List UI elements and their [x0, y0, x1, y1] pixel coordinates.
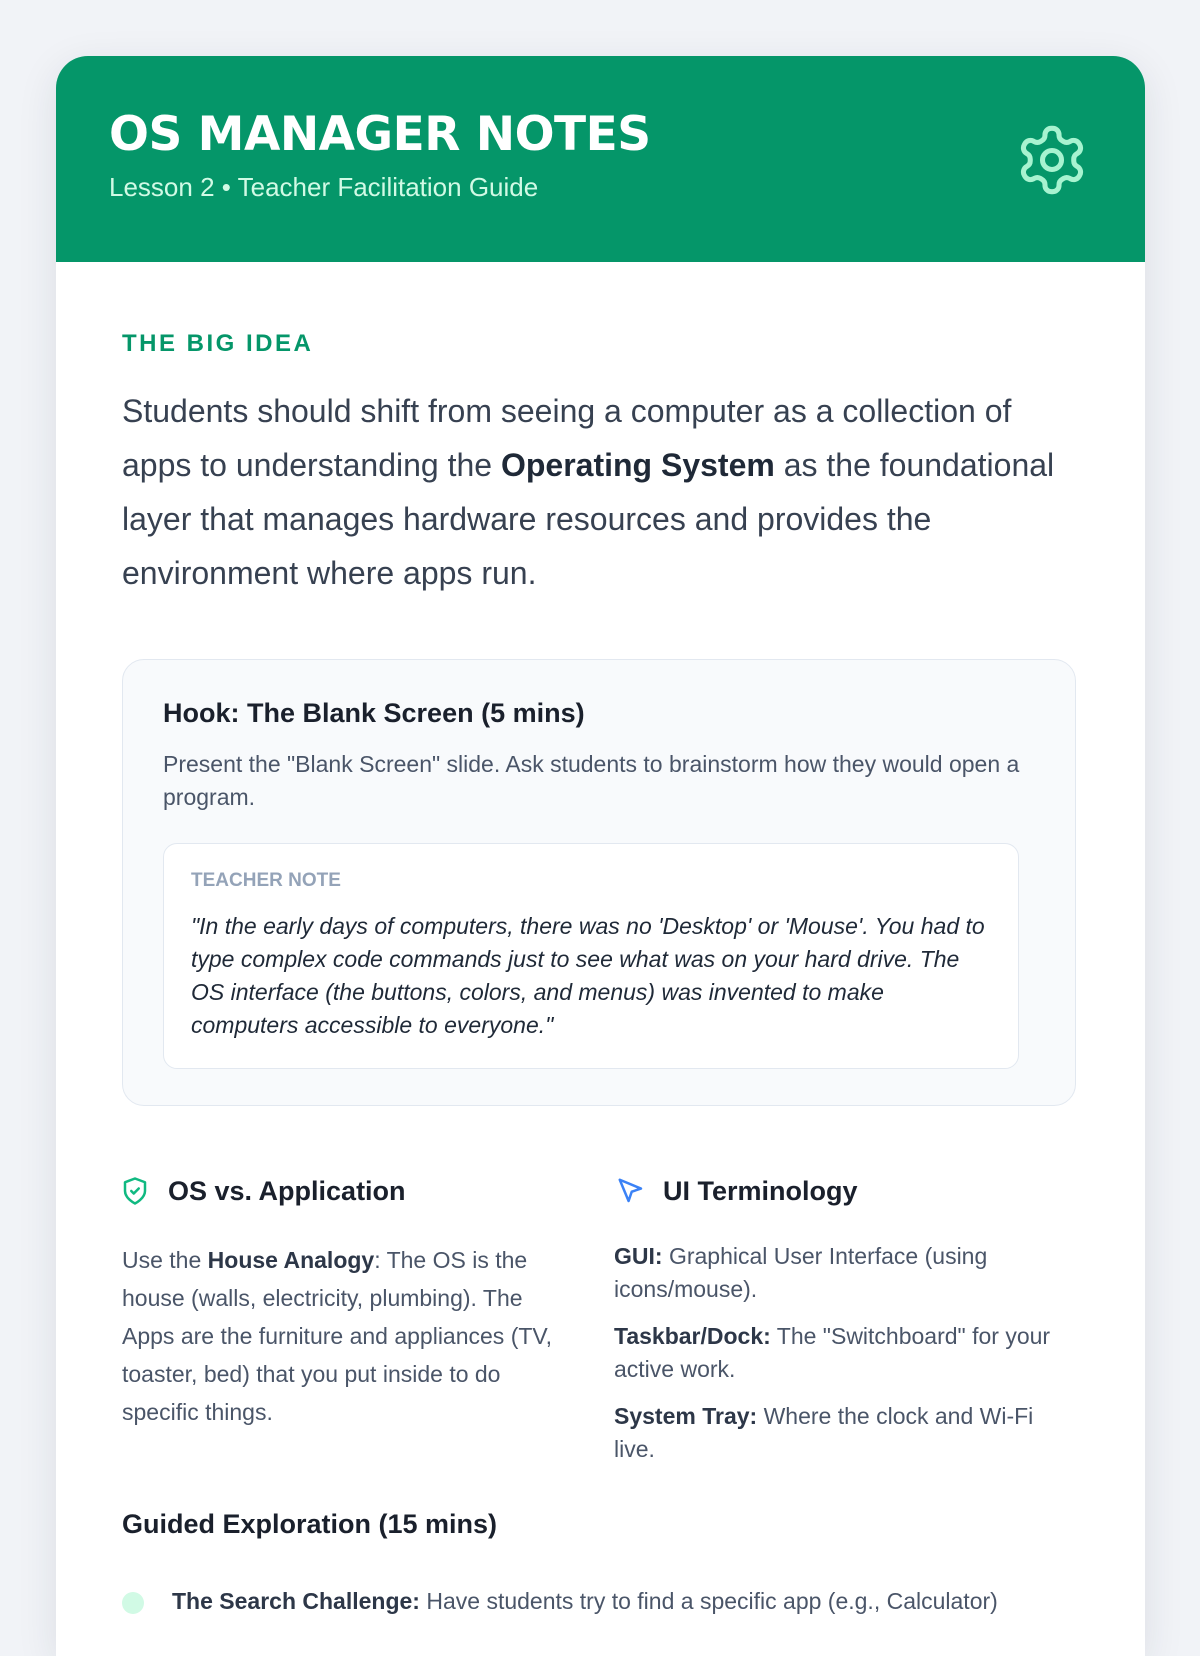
shield-check-icon: [120, 1176, 150, 1206]
os-vs-app-heading: OS vs. Application: [168, 1176, 406, 1206]
analogy-emphasis: House Analogy: [207, 1247, 375, 1273]
search-challenge-text: Have students try to find a specific app (e.g., Calculator): [419, 1588, 998, 1614]
cursor-arrow-icon: [616, 1176, 646, 1206]
ui-terminology-heading: UI Terminology: [663, 1176, 858, 1206]
hook-section: [122, 659, 1076, 1106]
gear-icon[interactable]: [1014, 122, 1090, 198]
search-challenge-label: The Search Challenge:: [172, 1588, 420, 1614]
guided-exploration-heading: Guided Exploration (15 mins): [122, 1509, 498, 1539]
big-idea-label: THE BIG IDEA: [122, 330, 314, 357]
header-banner: [56, 56, 1145, 262]
big-idea-text: [122, 384, 1082, 600]
page-subtitle: Lesson 2 • Teacher Facilitation Guide: [109, 172, 539, 202]
house-analogy-text: [122, 1241, 570, 1431]
guide-card: [56, 56, 1145, 1656]
hook-title: Hook: The Blank Screen (5 mins): [163, 698, 585, 728]
big-idea-text-end: as the foundational layer that manages hardware resources and provides the environment where apps run.: [122, 447, 1055, 591]
term-definition: Graphical User Interface (using icons/mouse).: [614, 1243, 988, 1302]
analogy-text-end: : The OS is the house (walls, electricity, plumbing). The Apps are the furniture and appliances (TV, toaster, bed) that you put inside to do specific things.: [122, 1247, 553, 1425]
big-idea-emphasis: Operating System: [500, 447, 775, 483]
teacher-note-text: "In the early days of computers, there was no 'Desktop' or 'Mouse'. You had to type complex code commands just to see what was on your hard drive. The OS interface (the buttons, colors, and menus) was invented to make computers accessible to everyone.": [191, 913, 985, 1038]
teacher-note-box: [163, 843, 1019, 1069]
search-challenge-item: [172, 1585, 998, 1618]
bullet-dot: [122, 1592, 144, 1614]
page-title: OS MANAGER NOTES: [109, 107, 651, 162]
term-label: Taskbar/Dock:: [614, 1323, 771, 1349]
term-taskbar: [614, 1320, 1074, 1386]
term-label: System Tray:: [614, 1403, 758, 1429]
teacher-note-label: TEACHER NOTE: [191, 870, 341, 891]
big-idea-text-start: Students should shift from seeing a computer as a collection of apps to understanding the: [122, 393, 1012, 483]
term-label: GUI:: [614, 1243, 663, 1269]
term-definition: Where the clock and Wi-Fi live.: [614, 1403, 1034, 1462]
analogy-text-start: Use the: [122, 1247, 208, 1273]
term-gui: [614, 1240, 1074, 1306]
hook-description: Present the "Blank Screen" slide. Ask students to brainstorm how they would open a program.: [163, 751, 1020, 810]
term-definition: The "Switchboard" for your active work.: [614, 1323, 1051, 1382]
term-system-tray: [614, 1400, 1074, 1466]
